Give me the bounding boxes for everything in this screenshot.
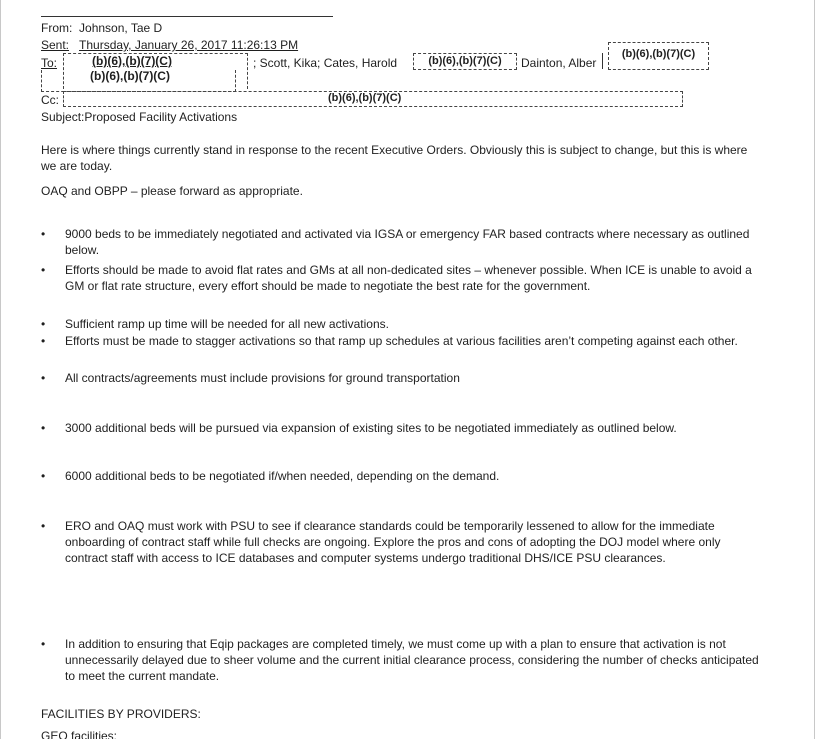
- to-redaction-4-text: (b)(6),(b)(7)(C): [90, 69, 170, 83]
- cc-redaction-box: [63, 91, 683, 107]
- bullet-dot: •: [41, 334, 46, 348]
- bullet-text: Efforts should be made to avoid flat rates and GMs at all non-dedicated sites – whenever possible. When ICE is unable to avoid a GM or flat rate structure, every effort should be made to negotiate the best rate for the government.: [65, 263, 752, 293]
- geo-heading: GEO facilities:: [41, 729, 118, 739]
- bullet-item: [41, 316, 761, 332]
- bullet-dot: •: [41, 371, 46, 385]
- from-label: From:: [41, 21, 73, 35]
- to-names-1: ; Scott, Kika; Cates, Harold: [253, 56, 398, 70]
- cc-label-wrap: [41, 93, 59, 107]
- subject-value: Proposed Facility Activations: [84, 110, 238, 124]
- cc-redaction-text: (b)(6),(b)(7)(C): [328, 92, 402, 104]
- to-cursor-mark: [602, 53, 603, 69]
- from-value: Johnson, Tae D: [79, 21, 163, 35]
- bullet-dot: •: [41, 637, 46, 651]
- cc-label: Cc:: [41, 93, 59, 107]
- to-redaction-3-text: (b)(6),(b)(7)(C): [621, 48, 696, 60]
- subject-line: [41, 110, 237, 124]
- sent-line: [41, 38, 298, 52]
- to-names-2: Dainton, Alber: [521, 56, 597, 70]
- subject-label: Subject:: [41, 110, 85, 124]
- bullet-text: Sufficient ramp up time will be needed for all new activations.: [65, 317, 389, 331]
- bullet-dot: •: [41, 317, 46, 331]
- bullet-item: [41, 420, 761, 436]
- bullet-item: [41, 468, 761, 484]
- to-redaction-box-3: [608, 42, 709, 70]
- bullet-dot: •: [41, 469, 46, 483]
- bullet-text: 3000 additional beds will be pursued via expansion of existing sites to be negotiated immediately as outlined below.: [65, 421, 677, 435]
- to-label: To:: [41, 56, 58, 70]
- to-redaction-2-text: (b)(6),(b)(7)(C): [428, 55, 502, 67]
- bullet-item: [41, 636, 761, 684]
- bullet-item: [41, 226, 761, 258]
- bullet-dot: •: [41, 519, 46, 533]
- bullet-dot: •: [41, 263, 46, 277]
- bullet-text: ERO and OAQ must work with PSU to see if clearance standards could be temporarily lessened to allow for the immediate onboarding of contract staff while full checks are ongoing. Explore the pros and cons of adopting the DOJ model where only contract staff with access to ICE databases and computer systems undergo traditional DHS/ICE PSU clearances.: [65, 519, 721, 565]
- bullet-dot: •: [41, 421, 46, 435]
- bullet-text: All contracts/agreements must include provisions for ground transportation: [65, 371, 460, 385]
- bullet-item: [41, 333, 761, 349]
- to-redaction-1-text: (b)(6),(b)(7)(C): [92, 54, 172, 68]
- bullet-text: In addition to ensuring that Eqip packages are completed timely, we must come up with a plan to ensure that activation is not unnecessarily delayed due to sheer volume and the current initial clearance process, considering the number of checks anticipated to meet the current mandate.: [65, 637, 759, 683]
- top-rule: [41, 16, 333, 17]
- bullet-text: Efforts must be made to stagger activations so that ramp up schedules at various facilities aren’t competing against each other.: [65, 334, 738, 348]
- to-redaction-box-4: [41, 70, 236, 92]
- to-label-wrap: [41, 56, 57, 70]
- sent-value: Thursday, January 26, 2017 11:26:13 PM: [79, 38, 299, 52]
- intro-paragraph: Here is where things currently stand in response to the recent Executive Orders. Obviously this is subject to change, but this is where we are today.: [41, 143, 748, 173]
- bullet-item: [41, 370, 761, 386]
- from-line: [41, 21, 162, 35]
- bullet-text: 6000 additional beds to be negotiated if/when needed, depending on the demand.: [65, 469, 500, 483]
- bullet-item: [41, 518, 761, 566]
- bullet-text: 9000 beds to be immediately negotiated and activated via IGSA or emergency FAR based contracts where necessary as outlined below.: [65, 227, 750, 257]
- sent-label: Sent:: [41, 38, 70, 52]
- forward-paragraph: OAQ and OBPP – please forward as appropriate.: [41, 184, 303, 198]
- bullet-item: [41, 262, 761, 294]
- bullet-dot: •: [41, 227, 46, 241]
- facilities-heading: FACILITIES BY PROVIDERS:: [41, 707, 201, 721]
- to-redaction-box-2: [413, 53, 517, 70]
